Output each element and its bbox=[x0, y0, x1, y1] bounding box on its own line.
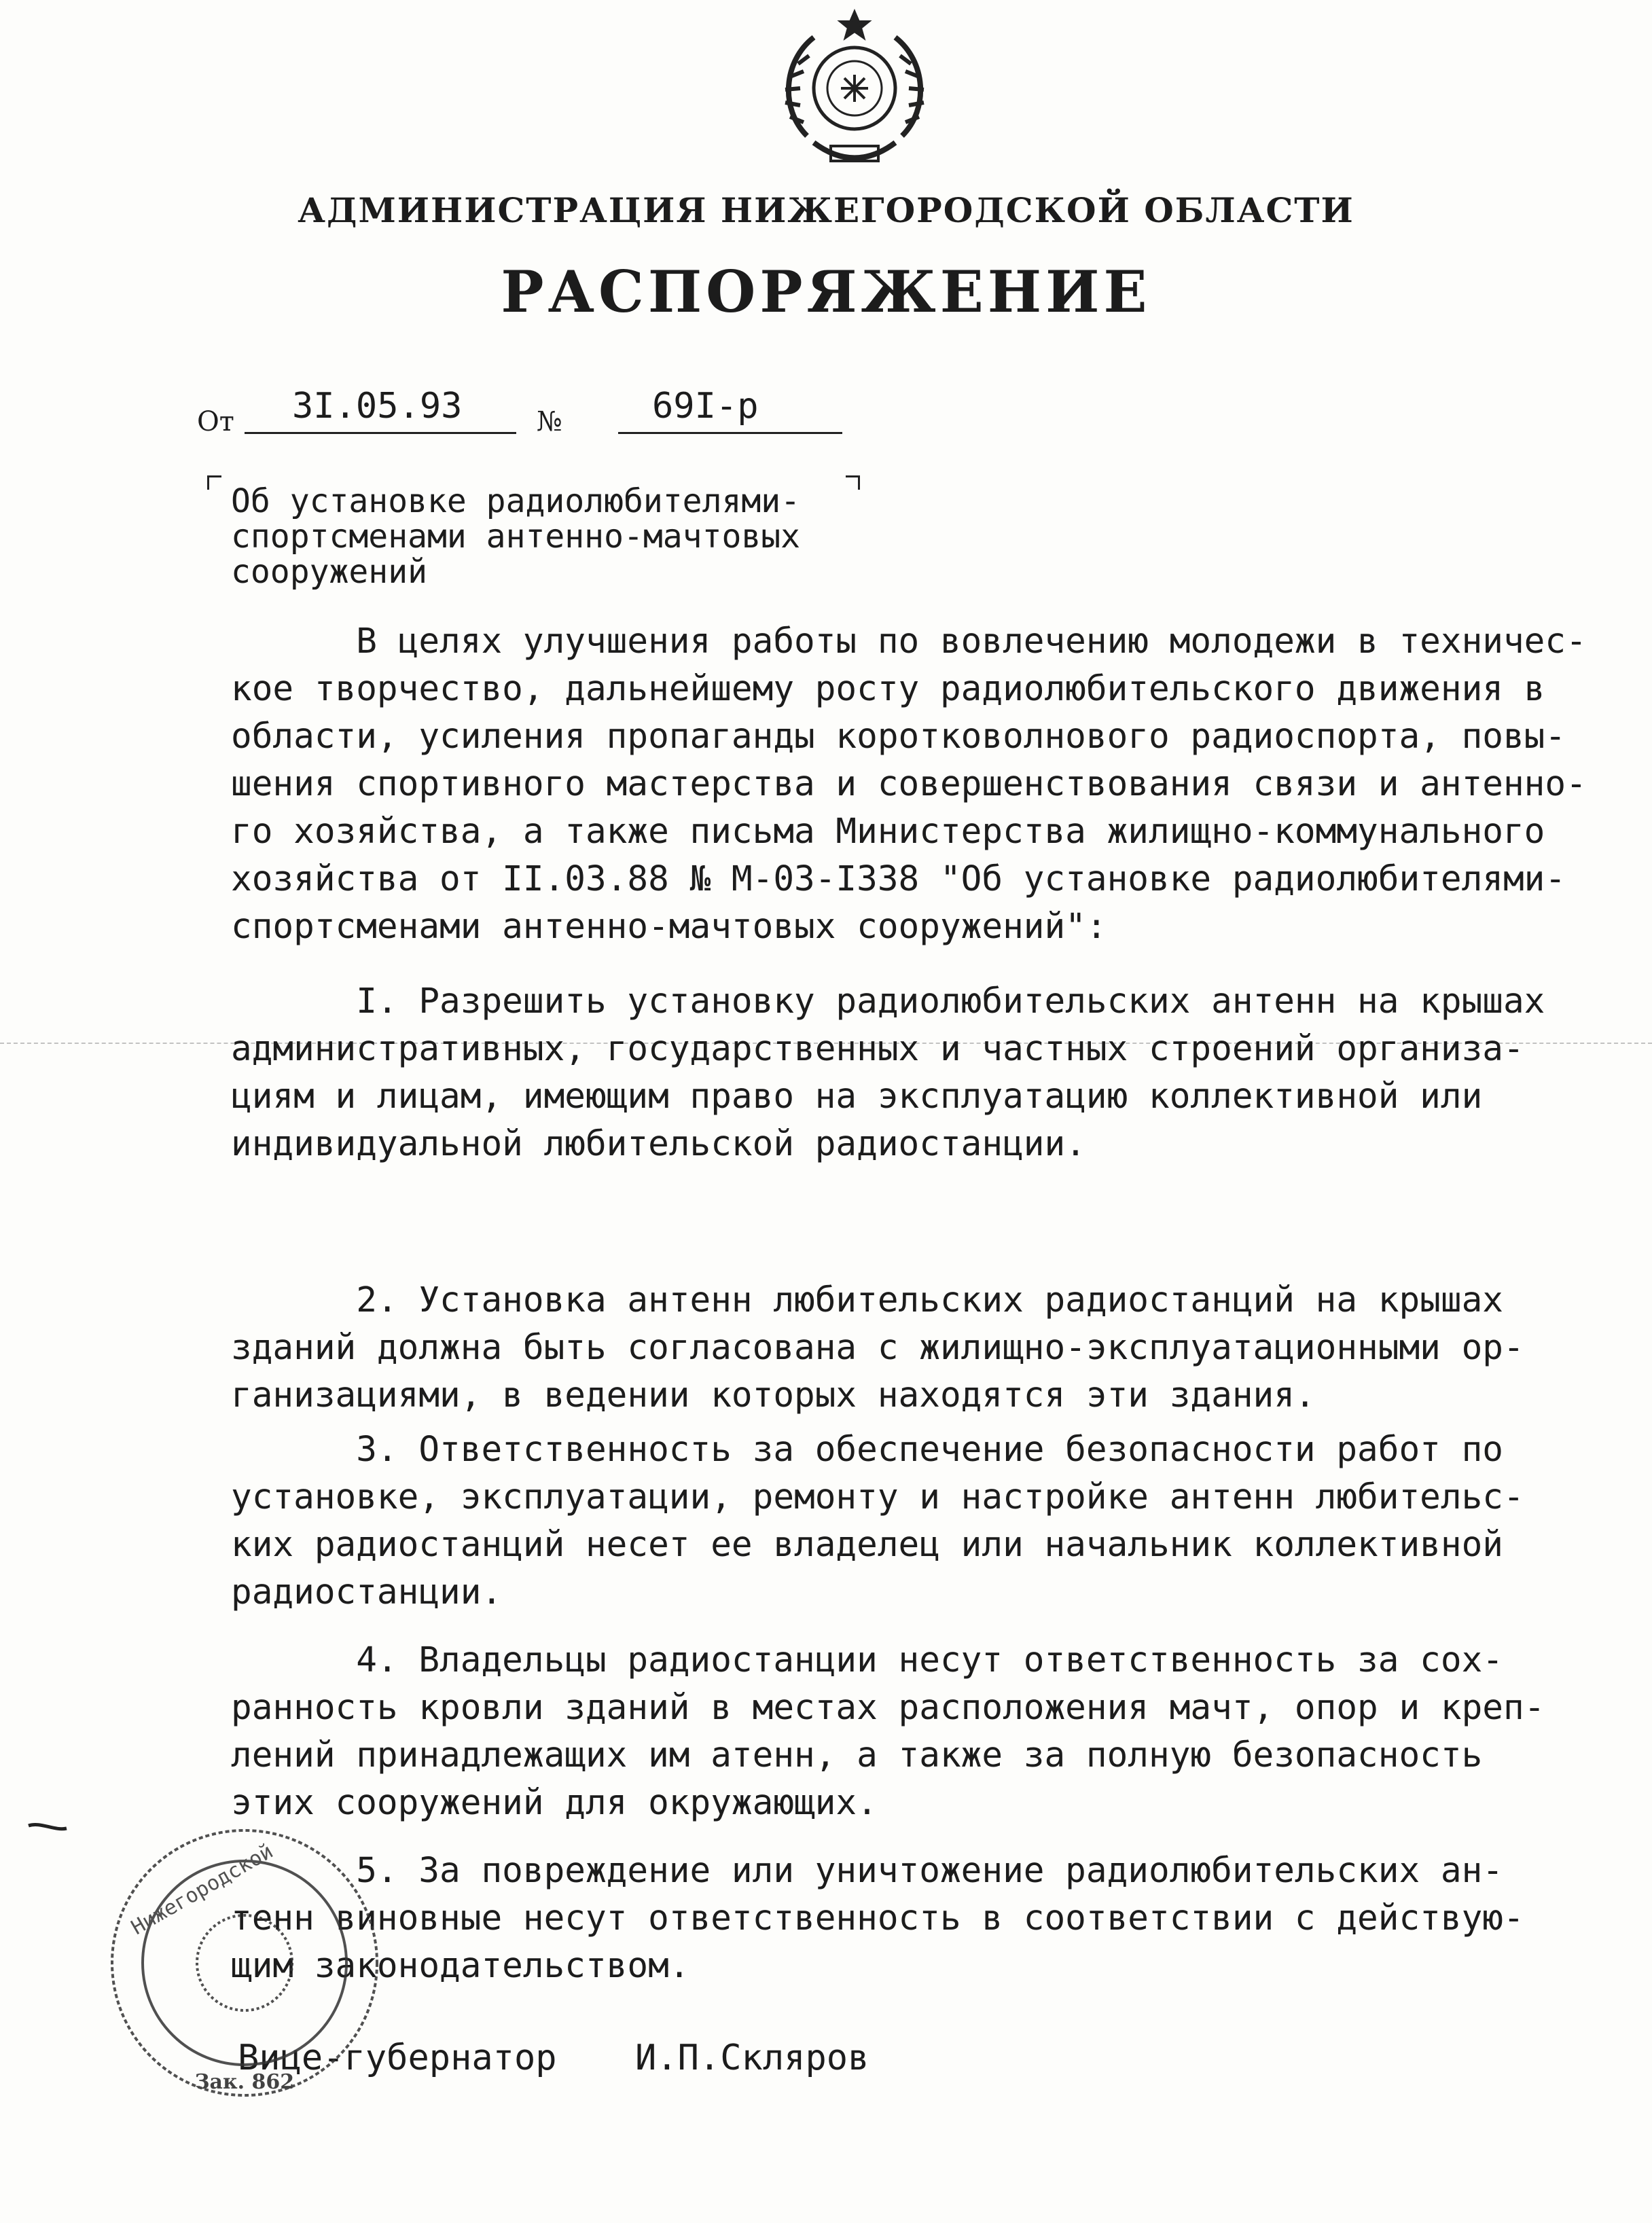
svg-text:Зак. 862: Зак. 862 bbox=[194, 2070, 295, 2094]
list-item: 4. Владельцы радиостанции несут ответственность за сох- ранность кровли зданий в местах расположения мачт, опор и креп- лений принадлежащих им атенн, а также за полную безопасность этих сооружений для окружающих. bbox=[231, 1640, 1545, 1823]
subject-bracket-left bbox=[207, 475, 221, 490]
pen-mark bbox=[27, 1820, 68, 1834]
date-label: От bbox=[197, 406, 234, 437]
preamble-paragraph: В целях улучшения работы по вовлечению молодежи в техничес- кое творчество, дальнейшему росту радиолюбительского движения в области, усиления пропаганды коротковолнового радиоспорта, повы- шения спортивного мастерства и совершенствования связи и антенно- го хозяйства, а также письма Министерства жилищно-коммунального хозяйства от II.03.88 № М-03-I338 "Об установке радиолюбителями- спортсменами антенно-мачтовых сооружений": bbox=[231, 621, 1587, 947]
signature-title: Вице-губернатор bbox=[238, 2038, 557, 2078]
number-underline bbox=[618, 432, 842, 434]
number-label: № bbox=[537, 406, 562, 437]
list-item: I. Разрешить установку радиолюбительских антенн на крышах административных, государственных и частных строений организа- циям и лицам, имеющим право на эксплуатацию коллективной или индивидуальной любительской радиостанции. bbox=[231, 981, 1545, 1164]
document-type-heading: РАСПОРЯЖЕНИЕ bbox=[501, 258, 1151, 325]
document-date: 3I.05.93 bbox=[292, 386, 463, 427]
list-item: 2. Установка антенн любительских радиостанций на крышах зданий должна быть согласована с жилищно-эксплуатационными ор- ганизациями, в ведении которых находятся эти здания. bbox=[231, 1280, 1524, 1415]
signature-name: И.П.Скляров bbox=[635, 2038, 869, 2078]
list-item: 5. За повреждение или уничтожение радиолюбительских ан- тенн виновные несут ответственность в соответствии с действую- щим законодательством. bbox=[231, 1851, 1524, 1986]
subject-heading: Об установке радиолюбителями- спортсменами антенно-мачтовых сооружений bbox=[231, 482, 801, 591]
document-number: 69I-р bbox=[652, 386, 759, 427]
date-underline bbox=[245, 432, 516, 434]
list-item: 3. Ответственность за обеспечение безопасности работ по установке, эксплуатации, ремонту и настройке антенн любительс- ких радиостанций несет ее владелец или начальник коллективной радиостанции. bbox=[231, 1430, 1524, 1612]
official-seal-stamp bbox=[102, 1820, 387, 2105]
subject-bracket-right bbox=[846, 475, 860, 490]
svg-text:Нижегородской: Нижегородской bbox=[127, 1839, 278, 1940]
coat-of-arms-emblem bbox=[766, 7, 943, 183]
organization-title: АДМИНИСТРАЦИЯ НИЖЕГОРОДСКОЙ ОБЛАСТИ bbox=[298, 190, 1354, 230]
date-number-row bbox=[197, 386, 876, 447]
